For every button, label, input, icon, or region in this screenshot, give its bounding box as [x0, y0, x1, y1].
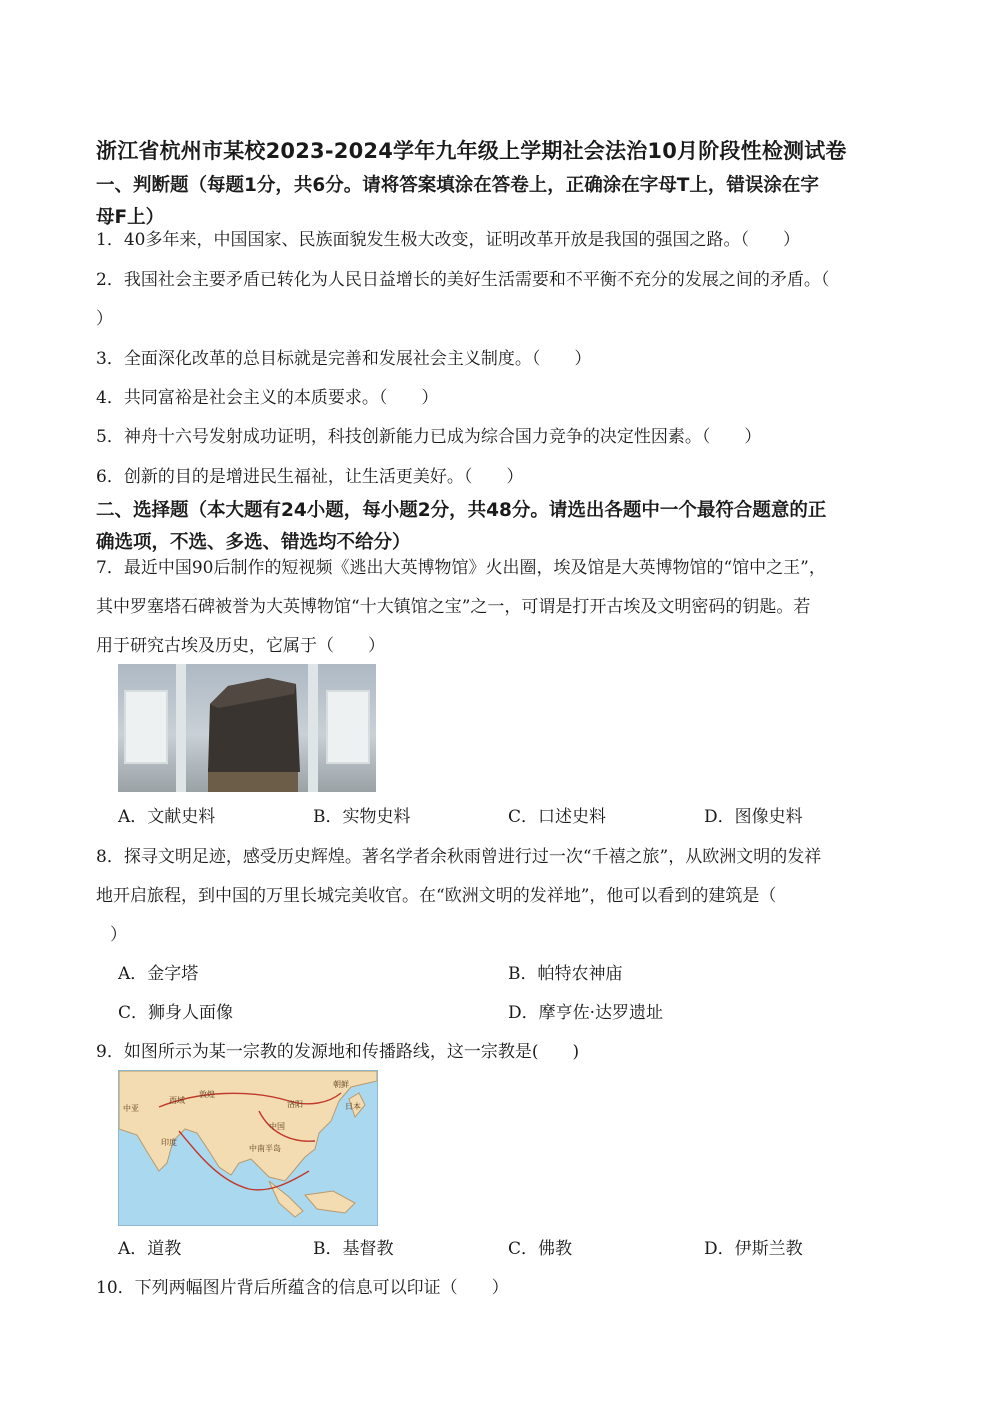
- map-label-luoyang: 洛阳: [287, 1100, 303, 1109]
- q7-line1: 7．最近中国90后制作的短视频《逃出大英博物馆》火出圈，埃及馆是大英博物馆的“馆中之王”，: [96, 558, 826, 578]
- q9-option-b: B．基督教: [313, 1239, 394, 1259]
- q9-line1: 9．如图所示为某一宗教的发源地和传播路线，这一宗教是( ): [96, 1042, 580, 1062]
- q7-option-d: D．图像史料: [704, 807, 803, 827]
- judge-question-4: 4．共同富裕是社会主义的本质要求。（ ）: [96, 388, 439, 408]
- q8-option-b: B．帕特农神庙: [508, 964, 623, 984]
- q8-option-a: A．金字塔: [118, 964, 199, 984]
- map-label-yindu: 印度: [161, 1138, 177, 1147]
- q9-option-d: D．伊斯兰教: [704, 1239, 803, 1259]
- q8-option-c: C．狮身人面像: [118, 1003, 234, 1023]
- q8-line3: ）: [110, 925, 127, 945]
- judge-question-3: 3．全面深化改革的总目标就是完善和发展社会主义制度。（ ）: [96, 349, 592, 369]
- judge-question-2: 2．我国社会主要矛盾已转化为人民日益增长的美好生活需要和不平衡不充分的发展之间的矛盾。（: [96, 270, 830, 290]
- q8-line2: 地开启旅程，到中国的万里长城完美收官。在“欧洲文明的发祥地”，他可以看到的建筑是（: [96, 886, 777, 906]
- rosetta-stone-shape: [118, 664, 376, 792]
- map-label-chaoxian: 朝鲜: [333, 1080, 349, 1089]
- map-label-zhongguo: 中国: [269, 1122, 285, 1131]
- exam-title: 浙江省杭州市某校2023-2024学年九年级上学期社会法治10月阶段性检测试卷: [96, 139, 847, 163]
- q9-option-c: C．佛教: [508, 1239, 573, 1259]
- section2-heading-line1: 二、选择题（本大题有24小题，每小题2分，共48分。请选出各题中一个最符合题意的正: [96, 500, 827, 521]
- q9-option-a: A．道教: [118, 1239, 182, 1259]
- section2-heading-line2: 确选项，不选、多选、错选均不给分）: [96, 532, 411, 553]
- map-label-zhongnan: 中南半岛: [249, 1144, 281, 1153]
- judge-question-5: 5．神舟十六号发射成功证明，科技创新能力已成为综合国力竞争的决定性因素。（ ）: [96, 427, 762, 447]
- q7-option-a: A．文献史料: [118, 807, 216, 827]
- map-label-riben: 日本: [345, 1102, 361, 1111]
- rosetta-stone-photo: [118, 664, 376, 792]
- section1-heading-line1: 一、判断题（每题1分，共6分。请将答案填涂在答卷上，正确涂在字母T上，错误涂在字: [96, 175, 819, 196]
- q7-line3: 用于研究古埃及历史，它属于（ ）: [96, 636, 385, 656]
- judge-question-1: 1．40多年来，中国国家、民族面貌发生极大改变，证明改革开放是我国的强国之路。（ ）: [96, 230, 800, 250]
- q7-option-c: C．口述史料: [508, 807, 607, 827]
- q10-line1: 10．下列两幅图片背后所蕴含的信息可以印证（ ）: [96, 1278, 509, 1298]
- judge-question-2-cont: ）: [96, 309, 113, 329]
- q8-line1: 8．探寻文明足迹，感受历史辉煌。著名学者余秋雨曾进行过一次“千禧之旅”，从欧洲文明的发祥: [96, 847, 822, 867]
- judge-question-6: 6．创新的目的是增进民生福祉，让生活更美好。（ ）: [96, 467, 524, 487]
- q8-option-d: D．摩亨佐·达罗遗址: [508, 1003, 664, 1023]
- map-label-zhongya: 中亚: [123, 1104, 139, 1113]
- q7-line2: 其中罗塞塔石碑被誉为大英博物馆“十大镇馆之宝”之一，可谓是打开古埃及文明密码的钥匙。若: [96, 597, 811, 617]
- q7-option-b: B．实物史料: [313, 807, 411, 827]
- map-label-xiyu: 西域: [169, 1096, 185, 1105]
- map-label-dunhuang: 敦煌: [199, 1090, 215, 1099]
- map-landmass: [119, 1071, 377, 1225]
- section1-heading-line2: 母F上）: [96, 207, 165, 228]
- religion-spread-map: [118, 1070, 378, 1226]
